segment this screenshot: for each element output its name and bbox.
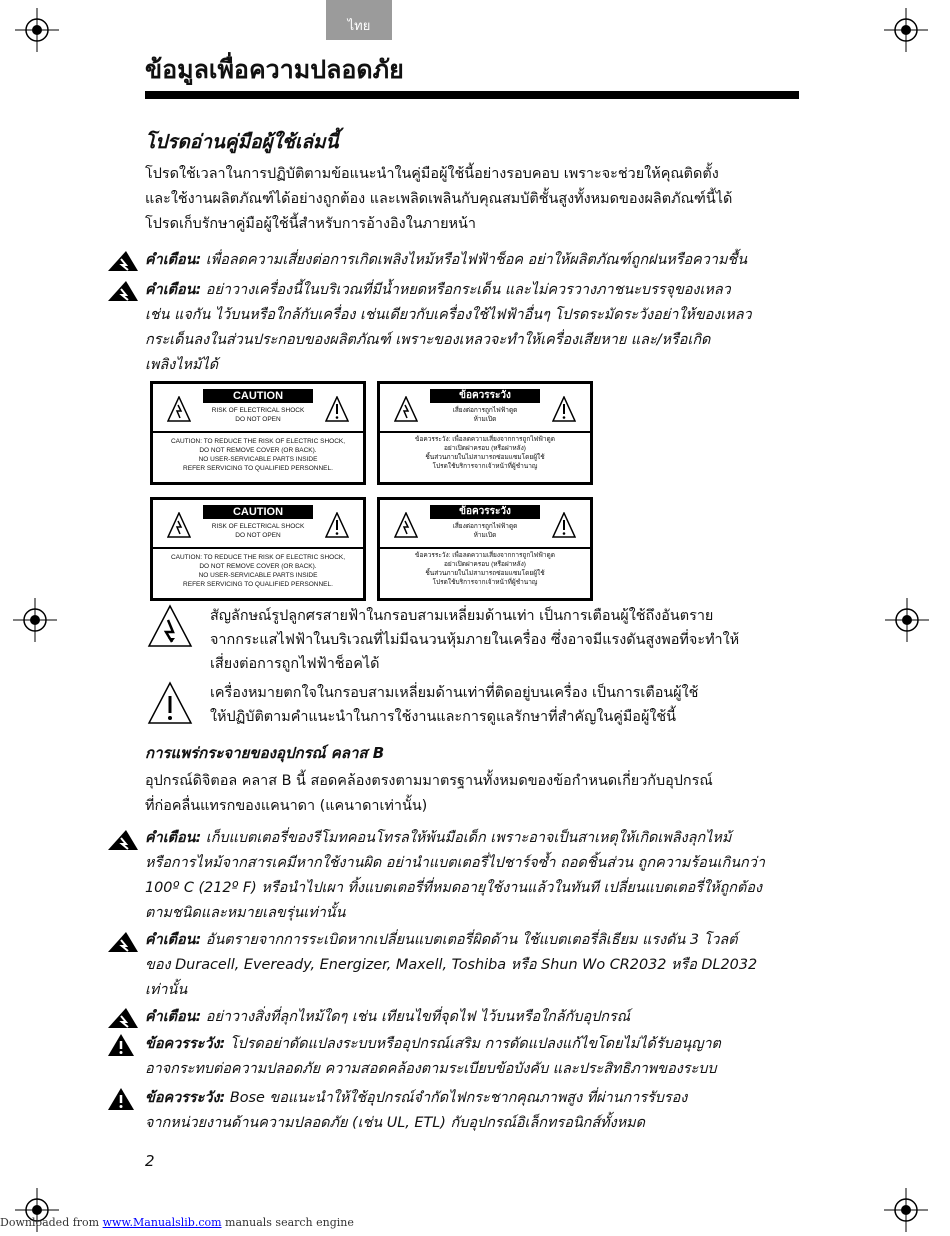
caution-modification: ข้อควรระวัง: โปรดอย่าดัดแปลงระบบหรืออุปกรณ์เสริม การดัดแปลงแก้ไขโดยไม่ได้รับอนุญาต อาจกระทบต่อความปลอดภัย ความสอดคล้องตามระเบียบข้อบังคับ และประสิทธิภาพของระบบ (145, 1036, 721, 1077)
caution-label-th (377, 497, 593, 601)
exclamation-triangle-icon (552, 512, 576, 538)
caution-exclamation-icon (108, 1088, 134, 1110)
caution-surge-protector: ข้อควรระวัง: Bose ขอแนะนำให้ใช้อุปกรณ์จำกัดไฟกระชากคุณภาพสูง ที่ผ่านการรับรอง จากหน่วยงานด้านความปลอดภัย (เช่น UL, ETL) กับอุปกรณ์อิเล็กทรอนิกส์ทั้งหมด (145, 1090, 688, 1131)
caution-title: CAUTION (203, 505, 313, 519)
title-rule (145, 91, 799, 99)
caution-title: ข้อควรระวัง (430, 505, 540, 519)
caution-subtitle: RISK OF ELECTRICAL SHOCK DO NOT OPEN (211, 523, 305, 539)
caution-exclamation-icon (108, 1034, 134, 1056)
crop-mark-top-left (15, 8, 59, 52)
manualslib-link[interactable]: www.Manualslib.com (102, 1216, 222, 1229)
lightning-triangle-icon (147, 604, 193, 648)
caution-footer: ข้อควรระวัง: เพื่อลดความเสี่ยงจากการถูกไฟฟ้าดูด อย่าเปิดฝาครอบ (หรือฝาหลัง) ชิ้นส่วนภายในไม่สามารถซ่อมแซมโดยผู้ใช้ โปรดใช้บริการจากเจ้าหน้าที่ผู้ชำนาญ (415, 552, 555, 586)
warning-lightning-icon (108, 251, 138, 273)
exclamation-triangle-icon (552, 396, 576, 422)
warning-open-flame: คำเตือน: อย่าวางสิ่งที่ลุกไหม้ใดๆ เช่น เทียนไขที่จุดไฟ ไว้บนหรือใกล้กับอุปกรณ์ (145, 1009, 631, 1025)
warning-liquids: คำเตือน: อย่าวางเครื่องนี้ในบริเวณที่มีน้ำหยดหรือกระเด็น และไม่ควรวางภาชนะบรรจุของเหลว เช่น แจกัน ไว้บนหรือใกล้กับเครื่อง เช่นเดียวกับเครื่องใช้ไฟฟ้าอื่นๆ โปรดระมัดระวังอย่าให้ของเหลว กระเด็นลงในส่วนประกอบของผลิตภัณฑ์ เพราะของเหลวจะทำให้เครื่องเสียหาย และ/หรือเกิด เพลิงไหม้ได้ (145, 282, 752, 373)
lightning-triangle-icon (394, 512, 418, 538)
lightning-triangle-icon (167, 512, 191, 538)
caution-divider (380, 547, 590, 549)
caution-title: CAUTION (203, 389, 313, 403)
caution-divider (153, 431, 363, 433)
caution-footer: ข้อควรระวัง: เพื่อลดความเสี่ยงจากการถูกไฟฟ้าดูด อย่าเปิดฝาครอบ (หรือฝาหลัง) ชิ้นส่วนภายในไม่สามารถซ่อมแซมโดยผู้ใช้ โปรดใช้บริการจากเจ้าหน้าที่ผู้ชำนาญ (415, 436, 555, 470)
exclamation-triangle-icon (325, 396, 349, 422)
warning-moisture: คำเตือน: เพื่อลดความเสี่ยงต่อการเกิดเพลิงไหม้หรือไฟฟ้าช็อค อย่าให้ผลิตภัณฑ์ถูกฝนหรือความชื้น (145, 252, 748, 268)
lightning-symbol-description: สัญลักษณ์รูปลูกศรสายฟ้าในกรอบสามเหลี่ยมด้านเท่า เป็นการเตือนผู้ใช้ถึงอันตราย จากกระแสไฟฟ้าในบริเวณที่ไม่มีฉนวนหุ้มภายในเครื่อง ซึ่งอาจมีแรงดันสูงพอที่จะทำให้ เสี่ยงต่อการถูกไฟฟ้าช็อคได้ (210, 608, 740, 672)
caution-label-th (377, 381, 593, 485)
caution-subtitle: RISK OF ELECTRICAL SHOCK DO NOT OPEN (211, 407, 305, 423)
crop-mark-bottom-right (884, 1188, 928, 1232)
lightning-triangle-icon (394, 396, 418, 422)
crop-mark-mid-left (13, 598, 57, 642)
class-b-paragraph: อุปกรณ์ดิจิตอล คลาส B นี้ สอดคล้องตรงตามมาตรฐานทั้งหมดของข้อกำหนดเกี่ยวกับอุปกรณ์ ที่ก่อคลื่นแทรกของแคนาดา (แคนาดาเท่านั้น) (145, 773, 713, 814)
page-title: ข้อมูลเพื่อความปลอดภัย (145, 55, 404, 84)
exclamation-triangle-icon (147, 681, 193, 725)
warning-battery-children: คำเตือน: เก็บแบตเตอรี่ของรีโมทคอนโทรลให้พ้นมือเด็ก เพราะอาจเป็นสาเหตุให้เกิดเพลิงลุกไหม้ หรือการไหม้จากสารเคมีหากใช้งานผิด อย่านำแบตเตอรี่ไปชาร์จซ้ำ ถอดชิ้นส่วน ถูกความร้อนเกินกว่า 100º C (212º F) หรือนำไปเผา ทิ้งแบตเตอรี่ที่หมดอายุใช้งานแล้วในทันที เปลี่ยนแบตเตอรี่ให้ถูกต้อง ตามชนิดและหมายเลขรุ่นเท่านั้น (145, 830, 765, 921)
exclamation-symbol-description: เครื่องหมายตกใจในกรอบสามเหลี่ยมด้านเท่าที่ติดอยู่บนเครื่อง เป็นการเตือนผู้ใช้ ให้ปฏิบัติตามคำแนะนำในการใช้งานและการดูแลรักษาที่สำคัญในคู่มือผู้ใช้นี้ (210, 685, 699, 725)
caution-footer: CAUTION: TO REDUCE THE RISK OF ELECTRIC SHOCK, DO NOT REMOVE COVER (OR BACK). NO USER-SERVICABLE PARTS INSIDE REFER SERVICING TO QUALIFIED PERSONNEL. (170, 554, 346, 588)
section-heading: โปรดอ่านคู่มือผู้ใช้เล่มนี้ (145, 131, 339, 153)
warning-lightning-icon (108, 281, 138, 303)
warning-lightning-icon (108, 830, 138, 852)
lightning-triangle-icon (167, 396, 191, 422)
warning-lightning-icon (108, 932, 138, 954)
download-footer: Downloaded from www.Manualslib.com manuals search engine (0, 1216, 354, 1229)
caution-divider (153, 547, 363, 549)
caution-divider (380, 431, 590, 433)
warning-battery-explosion: คำเตือน: อันตรายจากการระเบิดหากเปลี่ยนแบตเตอรี่ผิดด้าน ใช้แบตเตอรี่ลิเธียม แรงดัน 3 โวลต์ ของ Duracell, Eveready, Energizer, Maxell, Toshiba หรือ Shun Wo CR2032 หรือ DL2032 เท่านั้น (145, 932, 758, 998)
caution-label-en (150, 381, 366, 485)
crop-mark-mid-right (885, 598, 929, 642)
intro-paragraph: โปรดใช้เวลาในการปฏิบัติตามข้อแนะนำในคู่มือผู้ใช้นี้อย่างรอบคอบ เพราะจะช่วยให้คุณติดตั้ง และใช้งานผลิตภัณฑ์ได้อย่างถูกต้อง และเพลิดเพลินกับคุณสมบัติชั้นสูงทั้งหมดของผลิตภัณฑ์นี้ได้ โปรดเก็บรักษาคู่มือผู้ใช้นี้สำหรับการอ้างอิงในภายหน้า (145, 166, 733, 232)
crop-mark-top-right (884, 8, 928, 52)
exclamation-triangle-icon (325, 512, 349, 538)
caution-subtitle: เสี่ยงต่อการถูกไฟฟ้าดูด ห้ามเปิด (452, 523, 518, 539)
warning-lightning-icon (108, 1008, 138, 1030)
class-b-heading: การแพร่กระจายของอุปกรณ์ คลาส B (145, 744, 385, 762)
caution-title: ข้อควรระวัง (430, 389, 540, 403)
caution-label-en (150, 497, 366, 601)
caution-subtitle: เสี่ยงต่อการถูกไฟฟ้าดูด ห้ามเปิด (452, 407, 518, 423)
language-tab: ไทย (326, 0, 392, 40)
caution-footer: CAUTION: TO REDUCE THE RISK OF ELECTRIC SHOCK, DO NOT REMOVE COVER (OR BACK). NO USER-SERVICABLE PARTS INSIDE REFER SERVICING TO QUALIFIED PERSONNEL. (170, 438, 346, 472)
page-number: 2 (145, 1152, 155, 1170)
